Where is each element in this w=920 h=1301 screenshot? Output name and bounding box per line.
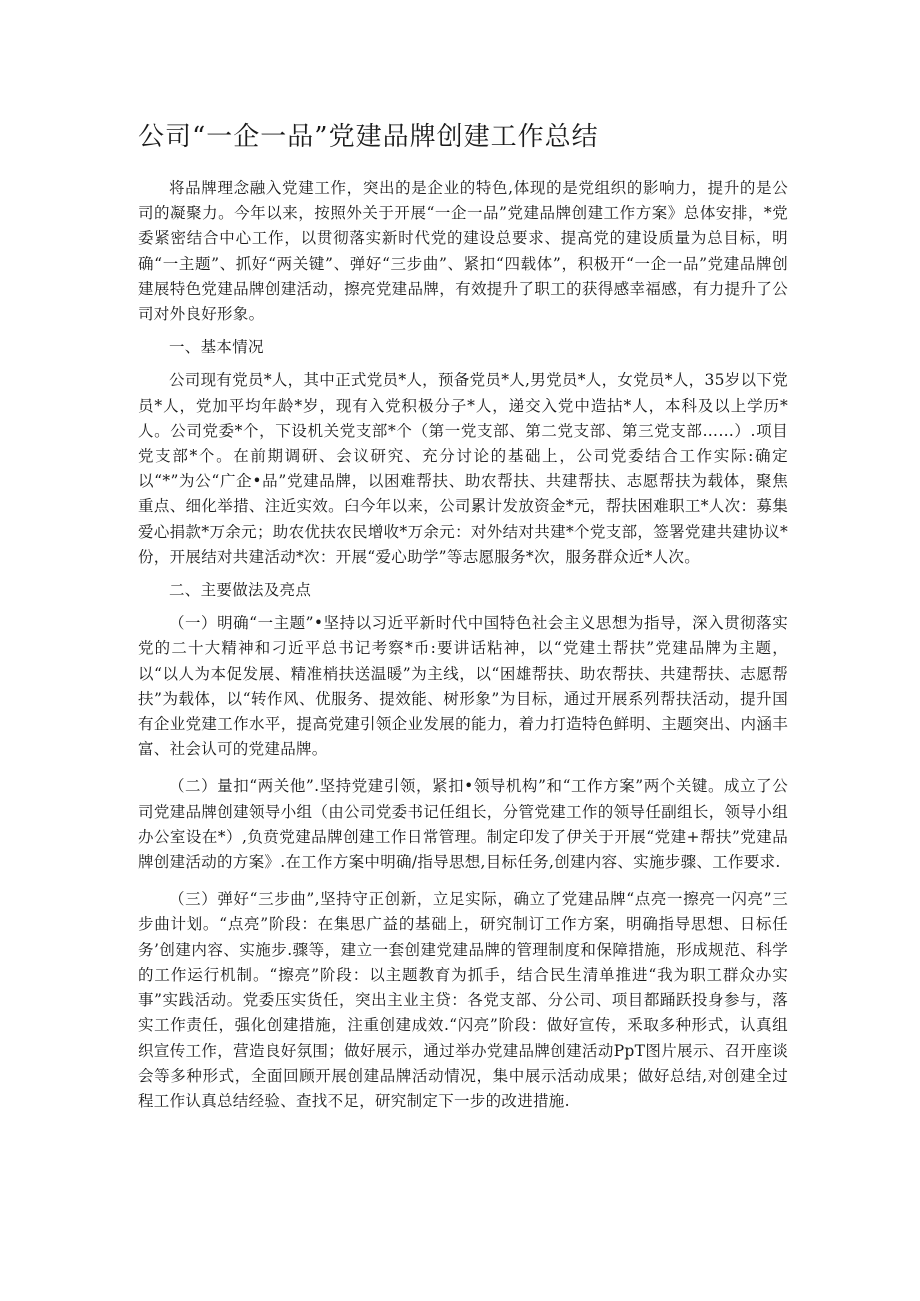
subsection-two-keys: （二）量扣“两关他”.坚持党建引领，紧扣•领导机构”和“工作方案”两个关键。成立了公司党建品牌创建领导小组（由公司党委书记任组长，分管党建工作的领导任副组长，领导小组办公室设在*）,负贲党建品牌创建工作日常管理。制定印发了伊关于开展“党建+帮扶”党建品牌创建活动的方案》.在工作方案中明确/指导思想,目标任务,创建内容、实施步骤、工作要求.: [138, 777, 788, 872]
basic-info-paragraph: 公司现有党员*人，其中正式党员*人，预备党员*人,男党员*人，女党员*人，35岁以下党员*人，党加平均年龄*岁，现有入党积极分子*人，递交入党中造拈*人，本科及以上学历*人。公司党委*个，下设机关党支部*个（第一党支部、第二党支部、第三党支部……）.项目党支部*个。在前期调研、会议研究、充分讨论的基础上，公司党委结合工作实际:确定以“*”为公“广企•品”党建品牌，以困难帮扶、助农帮扶、共建帮扶、志愿帮扶为载体，聚焦重点、细化举措、注近实效。臼今年以来，公司累计发放资金*元，帮扶困难职工*人次：募集爱心捐款*万余元；助农优扶农民增收*万余元：对外结对共建*个党支部，签署党建共建协议*份，开展结对共建活动*次：开展“爱心助学”等志愿服务*次，服务群众近*人次。: [138, 371, 788, 566]
document-body: [138, 176, 788, 1114]
section-heading-basic: 一、基本情况: [169, 338, 264, 357]
subsection-one-theme: （一）明确“一主题”•坚持以习近平新时代中国特色社会主义思想为指导，深入贯彻落实党的二十大精神和刁近平总书记考察*币:要讲话粘神，以“党建土帮扶”党建品牌为主题，以“以人为本促发展、精准梢扶送温暖”为主线，以“困雄帮扶、助农帮扶、共建帮扶、志愿帮扶”为载体，以“转作风、优服务、提效能、树形象”为目标，通过开展系列帮扶活动，提升国有企业党建工作水平，提高党建引领企业发展的能力，着力打造特色鲜明、主题突出、内涵丰富、社会认可的党建品牌。: [138, 614, 788, 759]
subsection-three-steps: （三）弹好“三步曲”,坚持守正创新，立足实际，确立了党建品牌“点亮一擦亮一闪亮”三步曲计划。“点亮”阶段：在集思广益的基础上，研究制订工作方案，明确指导思想、日标任务’创建内容、实施步.骤等，建立一套创建党建品牌的管理制度和保障措施，形成规范、科学的工作运行机制。“擦亮”阶段：以主题教育为抓手，结合民生清单推进“我为职工群众办实事”实践活动。党委压实货任，突出主业主贷：各党支部、分公司、项目都踊跃投身参与，落实工作责任，强化创建措施，注重创建成效.“闪亮”阶段：做好宣传，釆取多种形式，认真组织宣传工作，营造良好氛围；做好展示，通过举办党建品牌创建活动PpT图片展示、召开座谈会等多种形式，全面回顾开展创建品牌活动情况，集中展示活动成果；做好总结,对创建全过程工作认真总结经验、查找不足，研究制定下一步的改进措施.: [138, 890, 788, 1110]
document-title: 公司“一企一品”党建品牌创建工作总结: [138, 122, 599, 152]
intro-paragraph: 将品牌理念融入党建工作，突出的是企业的特色,体现的是党组织的影响力，提升的是公司的凝聚力。今年以来，按照外关于开展“一企一品”党建品牌创建工作方案》总体安排，*党委紧密结合中心工作，以贯彻落实新时代党的建设总要求、提高党的建设质量为总目标，明确“一主题”、抓好“两关键”、弹好“三步曲”、紧扣“四载体”，积极开“一企一品”党建品牌创建展特色党建品牌创建活动，擦亮党建品牌，有效提升了职工的获得感幸福感，有力提升了公司对外良好形象。: [138, 179, 788, 324]
section-heading-practices: 二、主要做法及亮点: [169, 581, 312, 600]
